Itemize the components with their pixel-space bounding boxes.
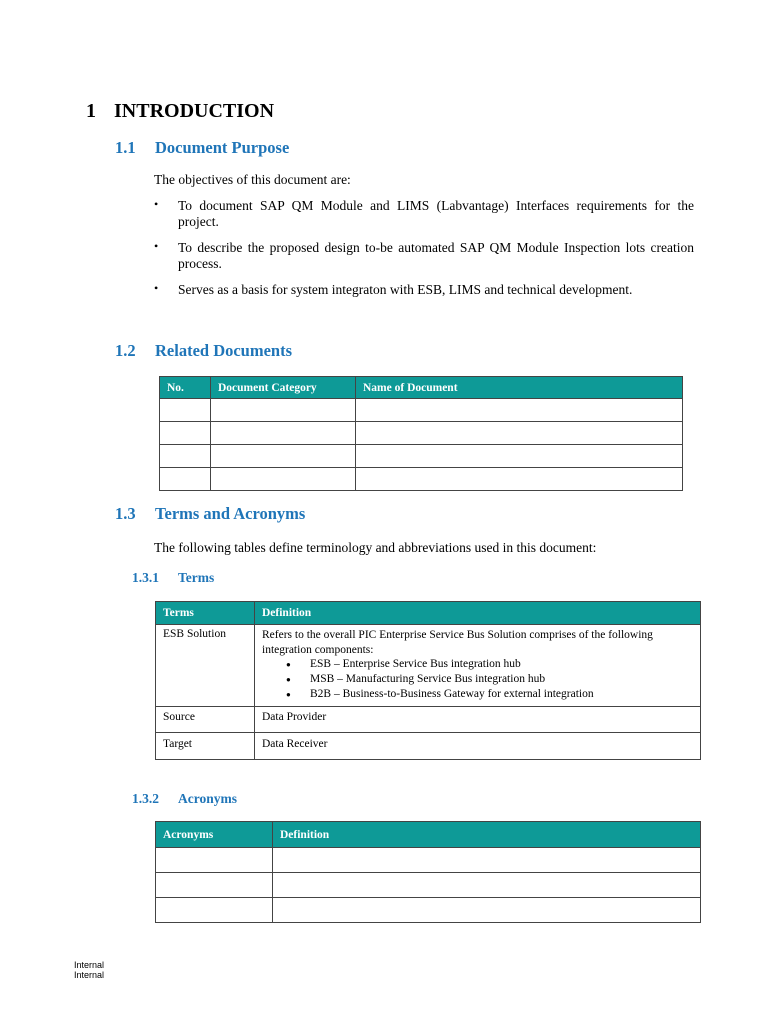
heading-number: 1.3.1 (132, 570, 159, 585)
terms-intro: The following tables define terminology and abbreviations used in this document: (154, 540, 597, 555)
list-item: ● B2B – Business-to-Business Gateway for external integration (262, 687, 693, 702)
bullet-icon: • (154, 197, 159, 211)
list-item-text: Serves as a basis for system integraton with ESB, LIMS and technical development. (178, 282, 633, 297)
table-row (156, 848, 701, 873)
terms-table (155, 601, 701, 760)
table-row (160, 399, 683, 422)
definition-cell: Data Provider (255, 707, 701, 733)
column-header: Acronyms (156, 822, 273, 848)
heading-title: Related Documents (155, 341, 293, 360)
heading-number: 1.2 (115, 341, 136, 360)
term-cell: ESB Solution (156, 625, 255, 707)
heading-number: 1.3 (115, 504, 136, 523)
heading-title: Terms and Acronyms (155, 504, 306, 523)
table-row (156, 733, 701, 760)
table-row (156, 873, 701, 898)
heading-title: Document Purpose (155, 138, 290, 157)
table-cell (211, 422, 356, 445)
table-cell (156, 898, 273, 923)
list-item: ● MSB – Manufacturing Service Bus integration hub (262, 672, 693, 687)
table-row (160, 445, 683, 468)
table-row (160, 422, 683, 445)
heading-terms-and-acronyms (115, 504, 305, 524)
heading-document-purpose (115, 138, 289, 158)
bullet-icon: • (154, 239, 159, 253)
table-cell (160, 422, 211, 445)
term-cell: Source (156, 707, 255, 733)
definition-cell (255, 625, 701, 707)
column-header: Document Category (211, 377, 356, 399)
table-cell (211, 399, 356, 422)
heading-title: Terms (178, 570, 215, 585)
column-header: Name of Document (356, 377, 683, 399)
heading-title: INTRODUCTION (114, 100, 275, 122)
heading-terms (132, 570, 214, 586)
table-cell (273, 873, 701, 898)
column-header: Definition (255, 602, 701, 625)
column-header: Terms (156, 602, 255, 625)
definition-cell: Data Receiver (255, 733, 701, 760)
table-cell (156, 848, 273, 873)
related-documents-table (159, 376, 683, 491)
footer-classification (74, 960, 104, 980)
list-item-text: To document SAP QM Module and LIMS (Labvantage) Interfaces requirements for the project. (178, 198, 694, 229)
table-cell (211, 445, 356, 468)
acronyms-table (155, 821, 701, 923)
table-cell (356, 422, 683, 445)
table-header-row (156, 822, 701, 848)
table-cell (273, 848, 701, 873)
footer-label: Internal (74, 960, 105, 970)
list-item-text: To describe the proposed design to-be automated SAP QM Module Inspection lots creation process. (178, 240, 694, 271)
heading-introduction (86, 100, 274, 123)
table-cell (273, 898, 701, 923)
column-header: No. (160, 377, 211, 399)
list-item (154, 240, 694, 272)
table-cell (356, 399, 683, 422)
heading-related-documents (115, 341, 292, 361)
table-row (156, 898, 701, 923)
heading-number: 1.1 (115, 138, 136, 157)
heading-title: Acronyms (178, 791, 237, 806)
column-header: Definition (273, 822, 701, 848)
purpose-intro: The objectives of this document are: (154, 172, 351, 187)
table-row (156, 707, 701, 733)
heading-number: 1.3.2 (132, 791, 159, 806)
table-cell (156, 873, 273, 898)
table-row (160, 468, 683, 491)
table-cell (211, 468, 356, 491)
integration-components-list (262, 657, 693, 702)
list-item (154, 198, 694, 230)
table-row (156, 625, 701, 707)
table-cell (356, 468, 683, 491)
table-header-row (160, 377, 683, 399)
table-cell (160, 445, 211, 468)
term-cell: Target (156, 733, 255, 760)
footer-label: Internal (74, 970, 105, 980)
list-item (154, 282, 694, 298)
table-cell (160, 468, 211, 491)
purpose-bullet-list (154, 198, 694, 298)
list-item: ● ESB – Enterprise Service Bus integration hub (262, 657, 693, 672)
table-cell (160, 399, 211, 422)
definition-text: Refers to the overall PIC Enterprise Service Bus Solution comprises of the following integration components: (262, 629, 653, 656)
table-cell (356, 445, 683, 468)
heading-number: 1 (86, 100, 96, 122)
heading-acronyms (132, 791, 237, 807)
bullet-icon: • (154, 281, 159, 295)
table-header-row (156, 602, 701, 625)
